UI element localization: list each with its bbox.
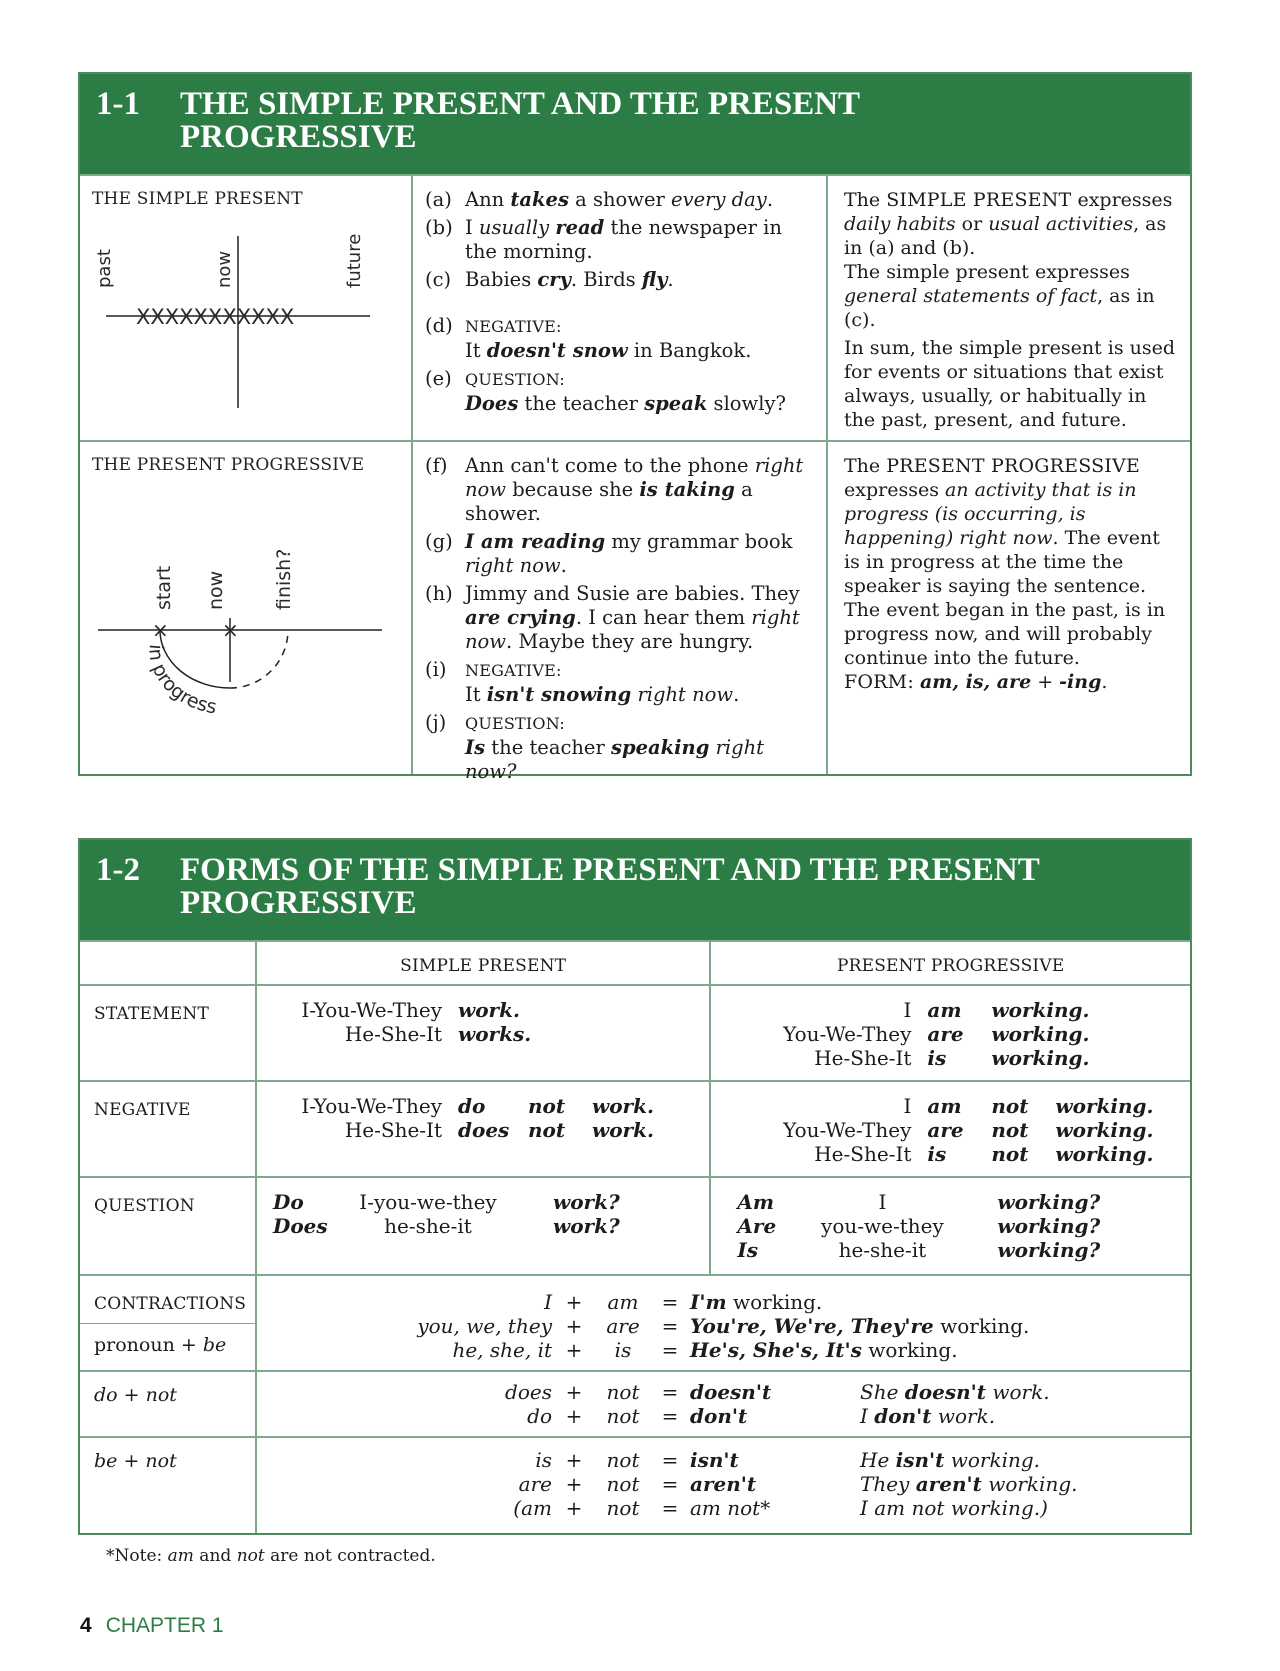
be-not-row — [80, 1437, 1190, 1533]
negative-simple: I-You-We-They do not work. He-She-It does not work. — [301, 1094, 654, 1142]
label-finish: finish? — [273, 548, 295, 610]
section-label: THE SIMPLE PRESENT — [92, 189, 303, 209]
example-h: (h) Jimmy and Susie are babies. They are crying. I can hear them right now. Maybe they are hungry. — [425, 582, 800, 653]
label-past: past — [94, 249, 115, 288]
chapter-label: CHAPTER 1 — [105, 1614, 224, 1637]
page-footer — [80, 1614, 224, 1638]
row-label: do + not — [80, 1371, 256, 1437]
present-progressive-examples — [413, 442, 828, 783]
statement-simple: I-You-We-They work. He-She-It works. — [301, 998, 532, 1046]
example-d: (d) NEGATIVE: It doesn't snow in Bangkok. — [425, 314, 752, 362]
simple-present-timeline — [80, 176, 413, 442]
example-i: (i) NEGATIVE: It isn't snowing right now. — [425, 658, 740, 706]
chart-title: THE SIMPLE PRESENT AND THE PRESENT PROGRESSIVE — [180, 86, 860, 155]
negative-row — [80, 1081, 1190, 1177]
statement-row — [80, 985, 1190, 1081]
contractions-row — [80, 1275, 1190, 1371]
label-future: future — [344, 233, 365, 288]
example-c: (c) Babies cry. Birds fly. — [425, 268, 674, 291]
x-now: × — [222, 618, 239, 642]
row-label: QUESTION — [80, 1177, 256, 1275]
chart-number: 1-1 — [96, 86, 140, 122]
row-label: NEGATIVE — [80, 1081, 256, 1177]
chart-1-1 — [78, 72, 1192, 783]
simple-present-examples — [413, 176, 828, 440]
contractions-sub-label: pronoun + be — [94, 1334, 227, 1356]
page-number: 4 — [80, 1614, 92, 1637]
present-progressive-timeline — [80, 442, 413, 776]
habit-marks: XXXXXXXXXXX — [136, 305, 295, 329]
example-j: (j) QUESTION: Is the teacher speaking right now? — [425, 711, 765, 783]
header-row — [80, 941, 1190, 985]
present-progressive-explanation: The PRESENT PROGRESSIVE expresses an activity that is in progress (is occurring, is happening) right now. The event is in progress at the time the speaker is saying the sentence. The event began in the past, is in progress now, and will probably continue into the future. FORM: am, is, are + -ing. — [844, 455, 1166, 693]
forms-table — [80, 940, 1190, 1533]
chart-number: 1-2 — [96, 852, 140, 888]
contractions-list: I + am = I'm working. you, we, they + are = You're, We're, They're working. he, she, it + is = He's, She's, It's working. — [417, 1290, 1030, 1362]
column-simple-present: SIMPLE PRESENT — [400, 956, 567, 976]
row-label: STATEMENT — [80, 985, 256, 1081]
statement-progressive: I am working. You-We-They are working. He-She-It is working. — [783, 998, 1090, 1070]
example-b: (b) I usually read the newspaper in the morning. — [425, 216, 782, 263]
column-present-progressive: PRESENT PROGRESSIVE — [836, 956, 1065, 976]
example-a: (a) Ann takes a shower every day. — [425, 188, 774, 211]
chart-header — [80, 74, 1190, 174]
row-label: CONTRACTIONS — [80, 1276, 255, 1324]
example-g: (g) I am reading my grammar book right now. — [425, 530, 793, 577]
chart-title: FORMS OF THE SIMPLE PRESENT AND THE PRESENT PROGRESSIVE — [180, 852, 1040, 921]
simple-present-explanation: The SIMPLE PRESENT expresses daily habits or usual activities, as in (a) and (b). The simple present expresses general statements of fact, as in (c). In sum, the simple present is used for events or situations that exist always, usually, or habitually in the past, present, and future. — [844, 189, 1176, 431]
be-not-list: is + not = isn't He isn't working. are + not = aren't They aren't working. (am + not = am not* I am not working.) — [513, 1448, 1078, 1520]
contractions-label-cell — [80, 1275, 256, 1371]
x-start: × — [152, 618, 169, 642]
section-label: THE PRESENT PROGRESSIVE — [92, 455, 365, 475]
present-progressive-row — [80, 440, 1190, 783]
question-progressive: Am I working? Are you-we-they working? Is he-she-it working? — [737, 1190, 1101, 1262]
example-e: (e) QUESTION: Does the teacher speak slowly? — [425, 367, 786, 415]
simple-present-diagram-cell — [80, 176, 413, 440]
chart-1-2 — [78, 838, 1192, 1535]
question-row — [80, 1177, 1190, 1275]
negative-progressive: I am not working. You-We-They are not working. He-She-It is not working. — [783, 1094, 1154, 1166]
label-now: now — [214, 250, 235, 288]
footnote: *Note: am and not are not contracted. — [106, 1546, 436, 1566]
do-not-row — [80, 1371, 1190, 1437]
example-f: (f) Ann can't come to the phone right now because she is taking a shower. — [425, 454, 804, 525]
row-label: be + not — [80, 1437, 256, 1533]
chart-header — [80, 840, 1190, 940]
label-now: now — [205, 570, 227, 610]
label-in-progress: in progress — [144, 643, 219, 719]
simple-present-row — [80, 174, 1190, 440]
present-progressive-diagram-cell — [80, 442, 413, 774]
label-start: start — [153, 565, 175, 610]
question-simple: Do I-you-we-they work? Does he-she-it work? — [273, 1190, 620, 1238]
do-not-list: does + not = doesn't She doesn't work. do + not = don't I don't work. — [505, 1380, 1050, 1428]
